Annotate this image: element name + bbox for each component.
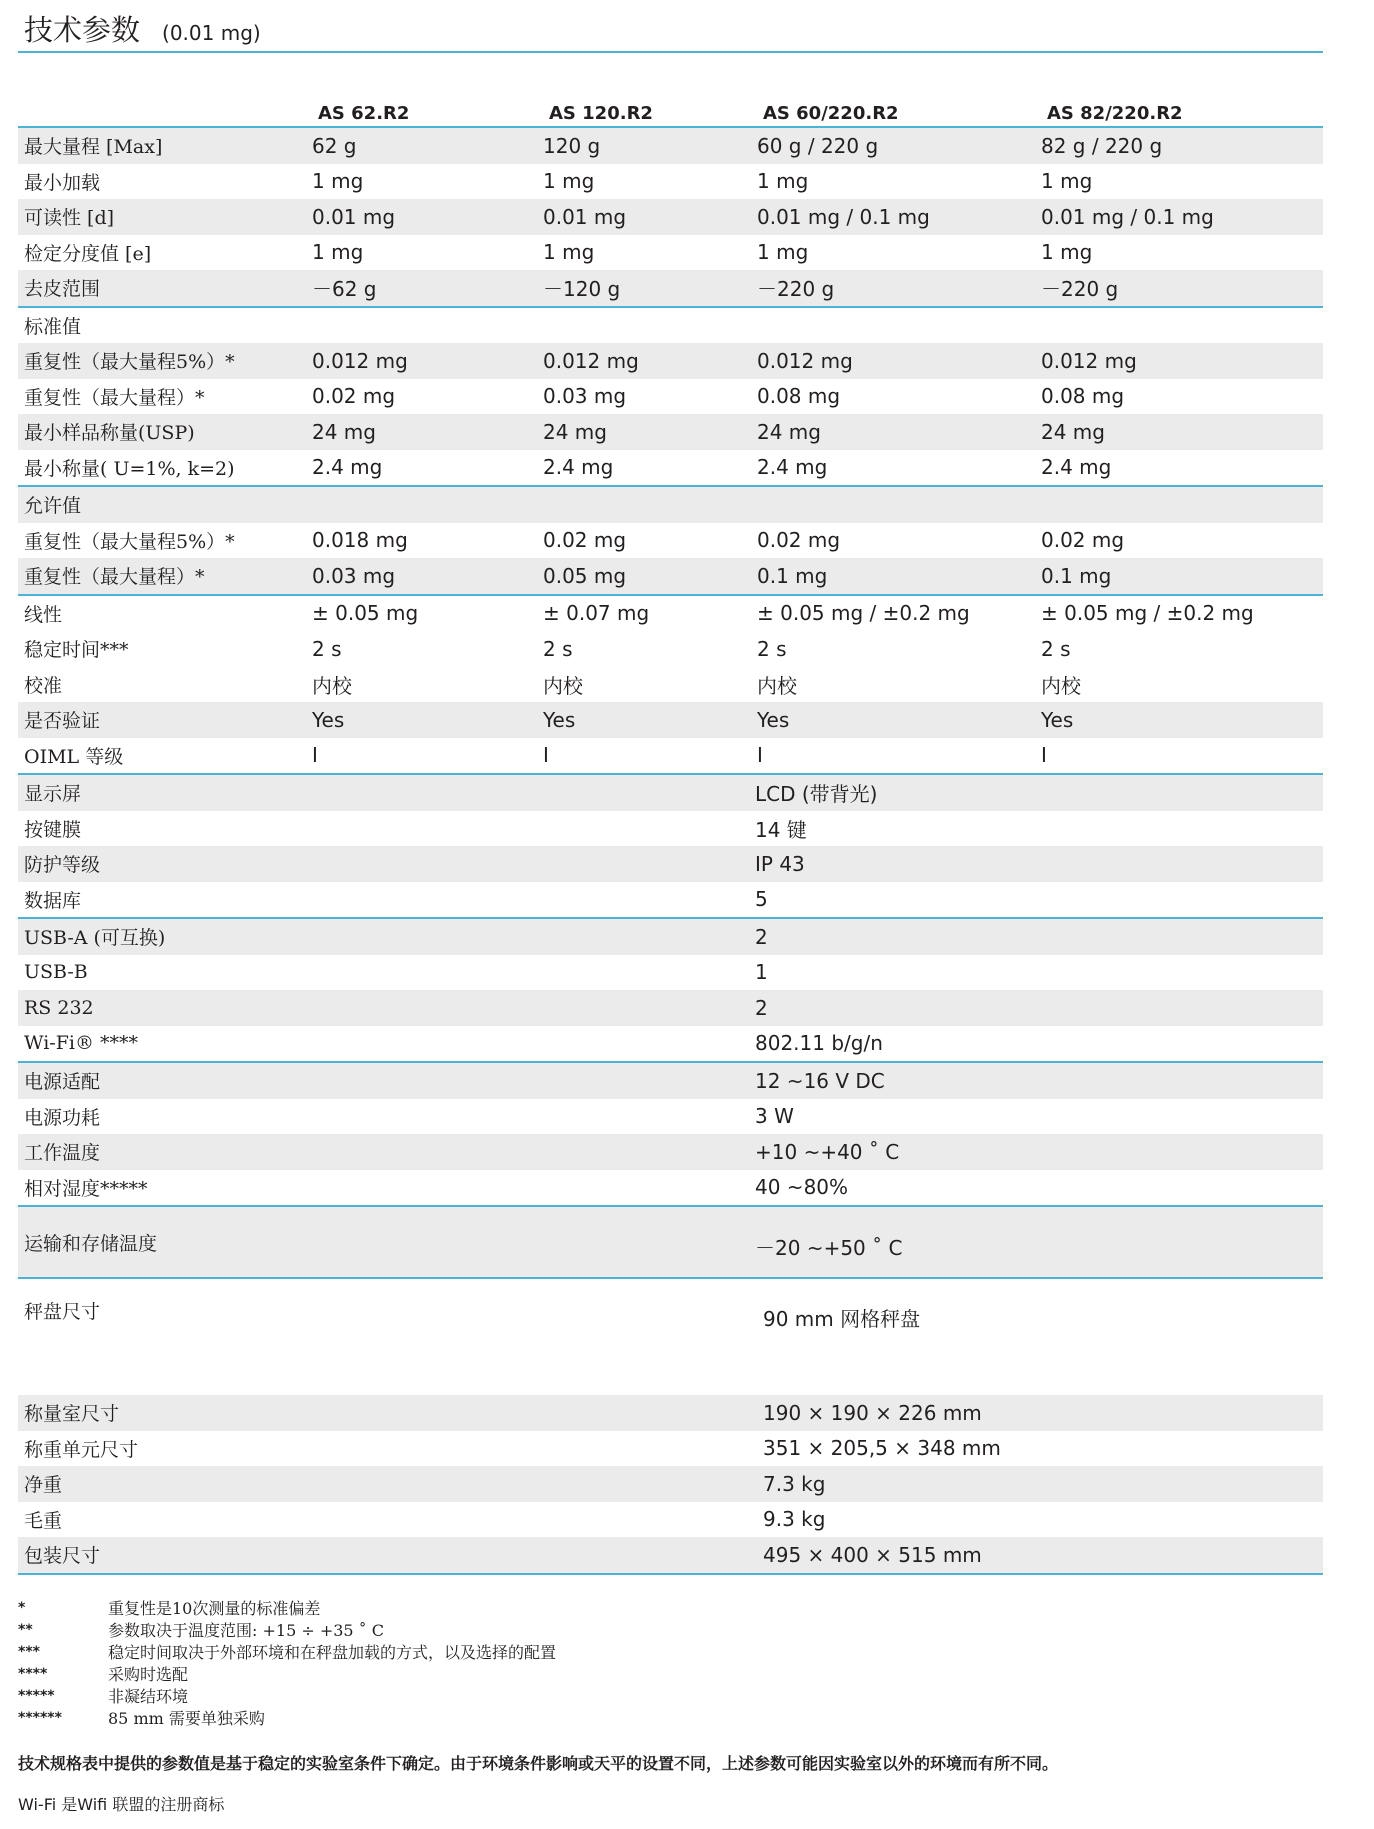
footnote-text: 参数取决于温度范围: +15 ÷ +35 ˚ C [108, 1621, 385, 1640]
table-row [18, 235, 1323, 271]
row-value: 1 mg [1041, 240, 1093, 265]
table-row [18, 702, 1323, 738]
row-label: 工作温度 [18, 1134, 310, 1170]
row-value: 0.1 mg [1041, 558, 1323, 595]
row-value: 内校 [543, 673, 583, 698]
spec-table [18, 85, 1323, 1575]
row-value: 2.4 mg [755, 450, 1041, 487]
row-label: OIML 等级 [18, 738, 310, 775]
row-value: 0.01 mg [543, 199, 755, 235]
row-value: LCD (带背光) [755, 774, 1323, 811]
row-value: 14 键 [755, 817, 807, 842]
row-value: 内校 [1041, 673, 1081, 698]
row-label: 电源适配 [18, 1062, 310, 1099]
table-row [18, 1502, 1323, 1538]
row-label: RS 232 [18, 990, 310, 1026]
row-value [755, 486, 1041, 523]
footnote-text: 85 mm 需要单独采购 [108, 1709, 265, 1728]
row-value: I [755, 738, 1041, 775]
row-value: ± 0.07 mg [543, 601, 650, 626]
column-header: AS 60/220.R2 [763, 103, 899, 124]
row-label: 称量室尺寸 [18, 1395, 310, 1431]
footnote-mark: **** [18, 1665, 48, 1682]
row-value: 190 × 190 × 226 mm [755, 1395, 1323, 1431]
row-value [1041, 307, 1323, 344]
spacer-cell [310, 1395, 755, 1431]
row-value: 90 mm 网格秤盘 [763, 1307, 921, 1331]
row-label: 重复性（最大量程）* [24, 386, 205, 409]
row-label: 最小称量( U=1%, k=2) [18, 450, 310, 487]
row-value: 495 × 400 × 515 mm [755, 1537, 1323, 1574]
row-value: 0.012 mg [310, 343, 543, 379]
row-label: Wi-Fi® **** [18, 1026, 310, 1063]
spacer-cell [310, 990, 755, 1026]
table-row [18, 270, 1323, 307]
spacer-cell [310, 1170, 755, 1207]
row-value: －120 g [543, 270, 755, 307]
row-label: USB-A (可互换) [18, 918, 310, 955]
row-value: 1 mg [543, 240, 595, 265]
footnote-text: 采购时选配 [108, 1665, 189, 1684]
spacer-cell [310, 1062, 755, 1099]
row-label: 最小加载 [24, 171, 101, 194]
row-value: 0.01 mg / 0.1 mg [755, 199, 1041, 235]
row-value: 40 ~80% [755, 1170, 1323, 1207]
table-row [18, 774, 1323, 811]
table-row [18, 307, 1323, 344]
row-value: +10 ~+40 ˚ C [755, 1134, 1323, 1170]
common-rows [18, 774, 1323, 1574]
row-value [543, 486, 755, 523]
row-value: 24 mg [310, 414, 543, 450]
spacer-cell [310, 1502, 755, 1538]
row-value [310, 307, 543, 344]
row-value: Yes [1041, 702, 1323, 738]
row-value: I [543, 738, 755, 775]
spacer-cell [310, 1099, 755, 1135]
row-value: 24 mg [755, 414, 1041, 450]
row-value: 1 [755, 960, 768, 985]
row-value: 1 mg [1041, 169, 1093, 194]
row-value: 0.08 mg [1041, 384, 1125, 409]
row-value: 0.012 mg [1041, 343, 1323, 379]
row-value: 2 [755, 918, 1323, 955]
row-value: 2 s [312, 636, 342, 661]
table-row [18, 1062, 1323, 1099]
row-value [1041, 486, 1323, 523]
row-label: 是否验证 [18, 702, 310, 738]
row-label: 秤盘尺寸 [24, 1301, 101, 1323]
row-value [755, 307, 1041, 344]
row-label: 稳定时间*** [24, 639, 129, 662]
row-value: I [1041, 738, 1323, 775]
row-label: 重复性（最大量程5%）* [18, 343, 310, 379]
table-row [18, 486, 1323, 523]
row-label: 称重单元尺寸 [24, 1438, 139, 1461]
table-row [18, 918, 1323, 955]
row-value: 5 [755, 882, 1323, 919]
row-value: Yes [755, 702, 1041, 738]
row-label: 校准 [24, 674, 63, 697]
row-value: 0.012 mg [543, 343, 755, 379]
row-value: Yes [310, 702, 543, 738]
row-value: 0.018 mg [312, 528, 408, 553]
row-value: －20 ~+50 ˚ C [755, 1206, 1323, 1278]
spacer-cell [310, 1206, 755, 1278]
row-label: 重复性（最大量程）* [18, 558, 310, 595]
row-label: 标准值 [24, 315, 82, 338]
footnote [18, 1685, 1323, 1707]
row-value: 0.02 mg [1041, 528, 1125, 553]
row-value: 12 ~16 V DC [755, 1062, 1323, 1099]
footnote [18, 1597, 1323, 1619]
spacer-cell [310, 918, 755, 955]
column-header: AS 120.R2 [549, 103, 653, 124]
row-label: 电源功耗 [24, 1106, 101, 1129]
footnotes [18, 1597, 1323, 1729]
table-row [18, 379, 1323, 415]
footnote [18, 1707, 1323, 1729]
row-value: 120 g [543, 127, 755, 164]
row-label: 允许值 [18, 486, 310, 523]
footnote [18, 1619, 1323, 1641]
row-value: 2 s [1041, 636, 1071, 661]
table-row [18, 450, 1323, 487]
row-value: 0.02 mg [757, 528, 841, 553]
row-value [310, 486, 543, 523]
row-value: －220 g [755, 270, 1041, 307]
header-label-cell [18, 85, 310, 127]
spacer-cell [310, 1026, 755, 1063]
spacer-cell [310, 1431, 755, 1467]
table-row [18, 631, 1323, 667]
row-value: 0.1 mg [755, 558, 1041, 595]
footnote-text: 重复性是10次测量的标准偏差 [108, 1599, 321, 1618]
footnote-mark: * [18, 1599, 26, 1616]
footnote-mark: ****** [18, 1709, 62, 1726]
row-value: 0.03 mg [310, 558, 543, 595]
row-value: 2.4 mg [1041, 450, 1323, 487]
row-label: 最小样品称量(USP) [18, 414, 310, 450]
row-label: 相对湿度***** [18, 1170, 310, 1207]
row-label: 去皮范围 [18, 270, 310, 307]
row-value: 内校 [757, 673, 797, 698]
row-value: ± 0.05 mg / ±0.2 mg [757, 601, 970, 626]
table-row [18, 882, 1323, 919]
table-row [18, 1395, 1323, 1431]
table-row [18, 1170, 1323, 1207]
title-bar [18, 0, 1323, 53]
table-row [18, 127, 1323, 164]
column-header: AS 82/220.R2 [1047, 103, 1183, 124]
table-row [18, 667, 1323, 703]
row-value: Yes [543, 702, 755, 738]
row-label: 运输和存储温度 [18, 1206, 310, 1278]
row-value: －62 g [310, 270, 543, 307]
disclaimer: 技术规格表中提供的参数值是基于稳定的实验室条件下确定。由于环境条件影响或天平的设置不同，上述参数可能因实验室以外的环境而有所不同。 [18, 1753, 1059, 1773]
row-value: 351 × 205,5 × 348 mm [763, 1436, 1001, 1461]
page-subtitle: (0.01 mg) [162, 21, 261, 45]
row-value: 82 g / 220 g [1041, 127, 1323, 164]
row-label: 重复性（最大量程5%）* [24, 530, 235, 553]
row-value: 0.01 mg / 0.1 mg [1041, 199, 1323, 235]
spacer-cell [310, 846, 755, 882]
spacer-cell [310, 882, 755, 919]
row-value: 1 mg [543, 169, 595, 194]
table-row [18, 199, 1323, 235]
table-row [18, 811, 1323, 847]
row-value: 802.11 b/g/n [755, 1026, 1323, 1063]
table-row [18, 846, 1323, 882]
table-row [18, 738, 1323, 775]
row-value: 1 mg [312, 169, 364, 194]
row-value: 24 mg [543, 414, 755, 450]
table-row [18, 1278, 1323, 1395]
table-row [18, 558, 1323, 595]
row-label: 线性 [24, 603, 63, 626]
table-row [18, 1026, 1323, 1063]
row-label: 净重 [18, 1466, 310, 1502]
spacer-cell [310, 774, 755, 811]
row-label: 最大量程 [Max] [18, 127, 310, 164]
row-value [543, 307, 755, 344]
table-row [18, 1537, 1323, 1574]
row-value: 2 s [543, 636, 573, 661]
table-row [18, 1134, 1323, 1170]
row-value: 0.05 mg [543, 558, 755, 595]
spacer-cell [310, 1278, 755, 1395]
row-value: 2.4 mg [310, 450, 543, 487]
spacer-cell [310, 811, 755, 847]
table-row [18, 1431, 1323, 1467]
row-value: IP 43 [755, 846, 1323, 882]
row-label: 可读性 [d] [18, 199, 310, 235]
row-value: ± 0.05 mg [312, 601, 419, 626]
row-value: 62 g [310, 127, 543, 164]
row-value: 7.3 kg [755, 1466, 1323, 1502]
row-label: 防护等级 [18, 846, 310, 882]
row-value: 0.01 mg [310, 199, 543, 235]
table-row [18, 990, 1323, 1026]
table-row [18, 523, 1323, 559]
row-value: 0.08 mg [757, 384, 841, 409]
row-label: 显示屏 [18, 774, 310, 811]
table-row [18, 595, 1323, 632]
row-value: 3 W [755, 1104, 794, 1129]
spacer-cell [310, 1537, 755, 1574]
spec-sheet [18, 0, 1323, 1815]
row-value: 1 mg [757, 240, 809, 265]
row-value: 0.02 mg [543, 528, 627, 553]
row-label: 数据库 [18, 882, 310, 919]
spacer-cell [310, 955, 755, 991]
row-value: 0.02 mg [312, 384, 396, 409]
row-value: 2.4 mg [543, 450, 755, 487]
row-value: 24 mg [1041, 414, 1323, 450]
table-row [18, 955, 1323, 991]
spacer-cell [310, 1134, 755, 1170]
row-label: 按键膜 [24, 818, 82, 841]
model-rows [18, 127, 1323, 774]
row-value: 2 s [757, 636, 787, 661]
footnote [18, 1663, 1323, 1685]
footnote-mark: ***** [18, 1687, 55, 1704]
table-row [18, 414, 1323, 450]
footnote-text: 稳定时间取决于外部环境和在秤盘加载的方式，以及选择的配置 [108, 1643, 557, 1662]
table-row [18, 164, 1323, 200]
row-value: I [310, 738, 543, 775]
row-value: ± 0.05 mg / ±0.2 mg [1041, 601, 1254, 626]
page-title: 技术参数 [24, 13, 141, 47]
row-label: 包装尺寸 [18, 1537, 310, 1574]
row-value: 内校 [312, 673, 352, 698]
row-value: 1 mg [312, 240, 364, 265]
spacer-cell [310, 1466, 755, 1502]
table-row [18, 1466, 1323, 1502]
table-row [18, 1099, 1323, 1135]
trademark-note: Wi-Fi 是Wifi 联盟的注册商标 [18, 1794, 225, 1814]
row-value: 0.012 mg [755, 343, 1041, 379]
row-label: 毛重 [24, 1509, 63, 1532]
table-row [18, 1206, 1323, 1278]
column-header: AS 62.R2 [318, 103, 410, 124]
footnote-mark: *** [18, 1643, 40, 1660]
row-value: 1 mg [757, 169, 809, 194]
footnote-mark: ** [18, 1621, 33, 1638]
footnote-text: 非凝结环境 [108, 1687, 189, 1706]
row-value: 0.03 mg [543, 384, 627, 409]
row-value: 60 g / 220 g [755, 127, 1041, 164]
row-value: 9.3 kg [763, 1507, 826, 1532]
table-row [18, 343, 1323, 379]
row-value: 2 [755, 990, 1323, 1026]
footnote [18, 1641, 1323, 1663]
row-value: －220 g [1041, 270, 1323, 307]
row-label: USB-B [24, 961, 88, 984]
row-label: 检定分度值 [e] [24, 242, 152, 265]
table-header-row [18, 85, 1323, 127]
